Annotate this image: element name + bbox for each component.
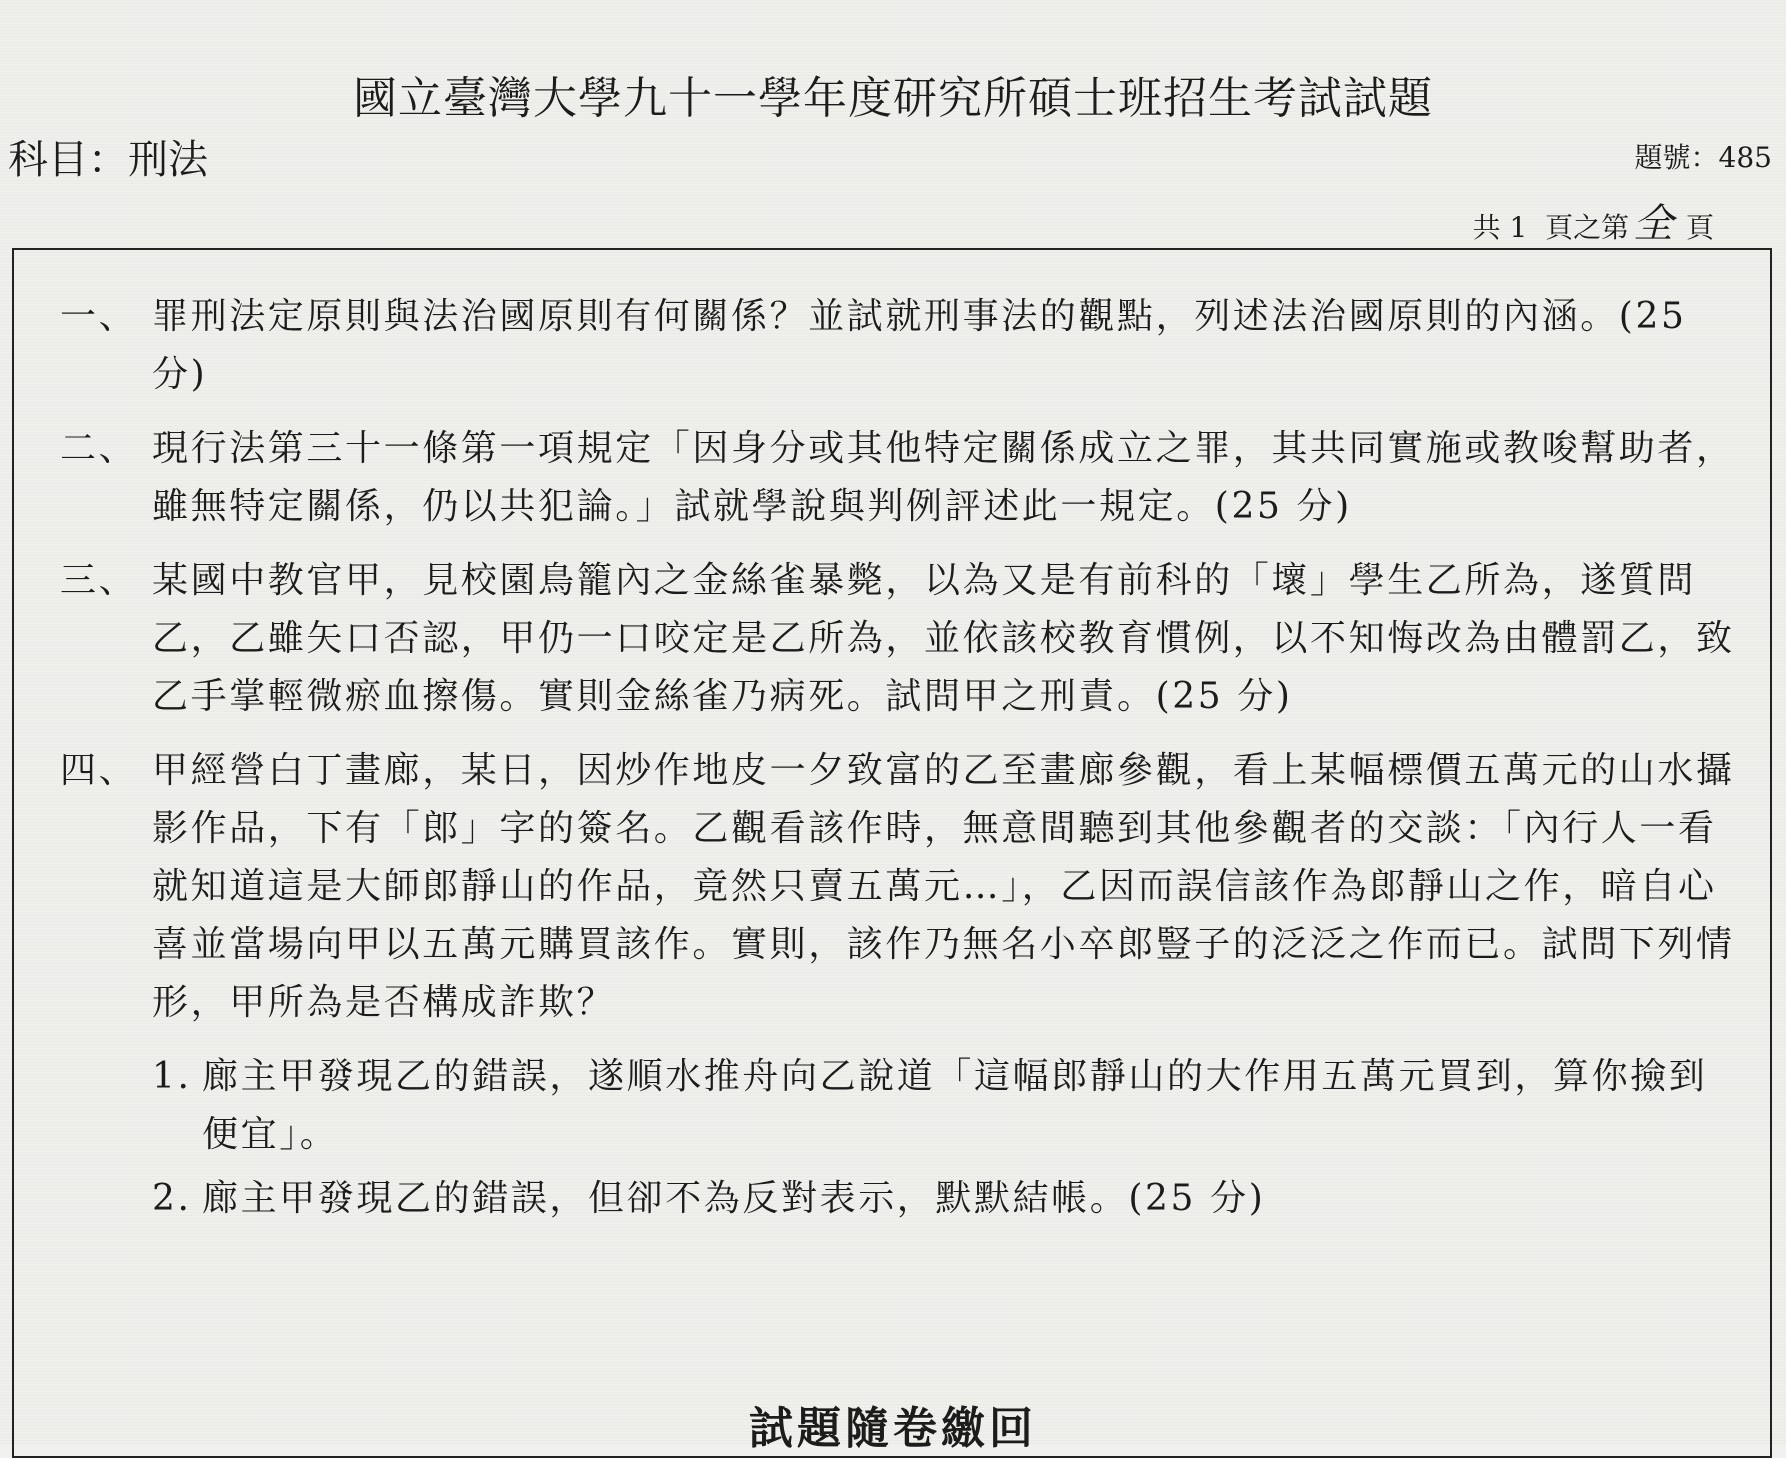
question-2-number: 二、 (60, 428, 138, 469)
question-2-text: 現行法第三十一條第一項規定「因身分或其他特定關係成立之罪，其共同實施或教唆幫助者，雖無特定關係，仍以共犯論。」試就學說與判例評述此一規定。(25 分) (152, 428, 1735, 527)
question-3 (60, 552, 1740, 726)
question-4-sub-1 (152, 1048, 1740, 1164)
page-info-suffix: 頁 (1677, 211, 1714, 244)
question-1 (60, 288, 1740, 404)
question-3-text: 某國中教官甲，見校園鳥籠內之金絲雀暴斃，以為又是有前科的「壞」學生乙所為，遂質問乙，乙雖矢口否認，甲仍一口咬定是乙所為，並依該校教育慣例，以不知悔改為由體罰乙，致乙手掌輕微瘀血擦傷。實則金絲雀乃病死。試問甲之刑責。(25 分) (152, 560, 1735, 717)
question-4-sub-2 (152, 1170, 1740, 1228)
question-1-number: 一、 (60, 296, 138, 337)
page-info-current: 全 (1633, 201, 1674, 247)
question-number: 題號：485 (1634, 141, 1772, 174)
question-4-text: 甲經營白丁畫廊，某日，因炒作地皮一夕致富的乙至畫廊參觀，看上某幅標價五萬元的山水攝影作品，下有「郎」字的簽名。乙觀看該作時，無意間聽到其他參觀者的交談：「內行人一看就知道這是大師郎靜山的作品，竟然只賣五萬元…」，乙因而誤信該作為郎靜山之作，暗自心喜並當場向甲以五萬元購買該作。實則，該作乃無名小卒郎豎子的泛泛之作而已。試問下列情形，甲所為是否構成詐欺？ (152, 750, 1735, 1023)
question-2 (60, 420, 1740, 536)
question-4-sub-1-text: 廊主甲發現乙的錯誤，遂順水推舟向乙說道「這幅郎靜山的大作用五萬元買到，算你撿到便宜」。 (202, 1056, 1708, 1155)
question-4-sub-1-number: 1. (152, 1056, 192, 1097)
question-4 (60, 742, 1740, 1032)
question-3-number: 三、 (60, 560, 138, 601)
question-4-sub-2-number: 2. (152, 1178, 192, 1219)
exam-title: 國立臺灣大學九十一學年度研究所碩士班招生考試試題 (353, 73, 1433, 124)
question-4-number: 四、 (60, 750, 138, 791)
question-1-text: 罪刑法定原則與法治國原則有何關係？並試就刑事法的觀點，列述法治國原則的內涵。(25 分) (152, 296, 1687, 395)
question-list (60, 288, 1740, 1228)
question-4-sub-2-text: 廊主甲發現乙的錯誤，但卻不為反對表示，默默結帳。(25 分) (202, 1178, 1266, 1219)
page-info (1473, 192, 1714, 249)
page-info-prefix: 共 1 頁之第 (1472, 211, 1630, 244)
subject-label: 科目：刑法 (8, 137, 208, 183)
return-notice: 試題隨卷繳回 (749, 1403, 1037, 1454)
